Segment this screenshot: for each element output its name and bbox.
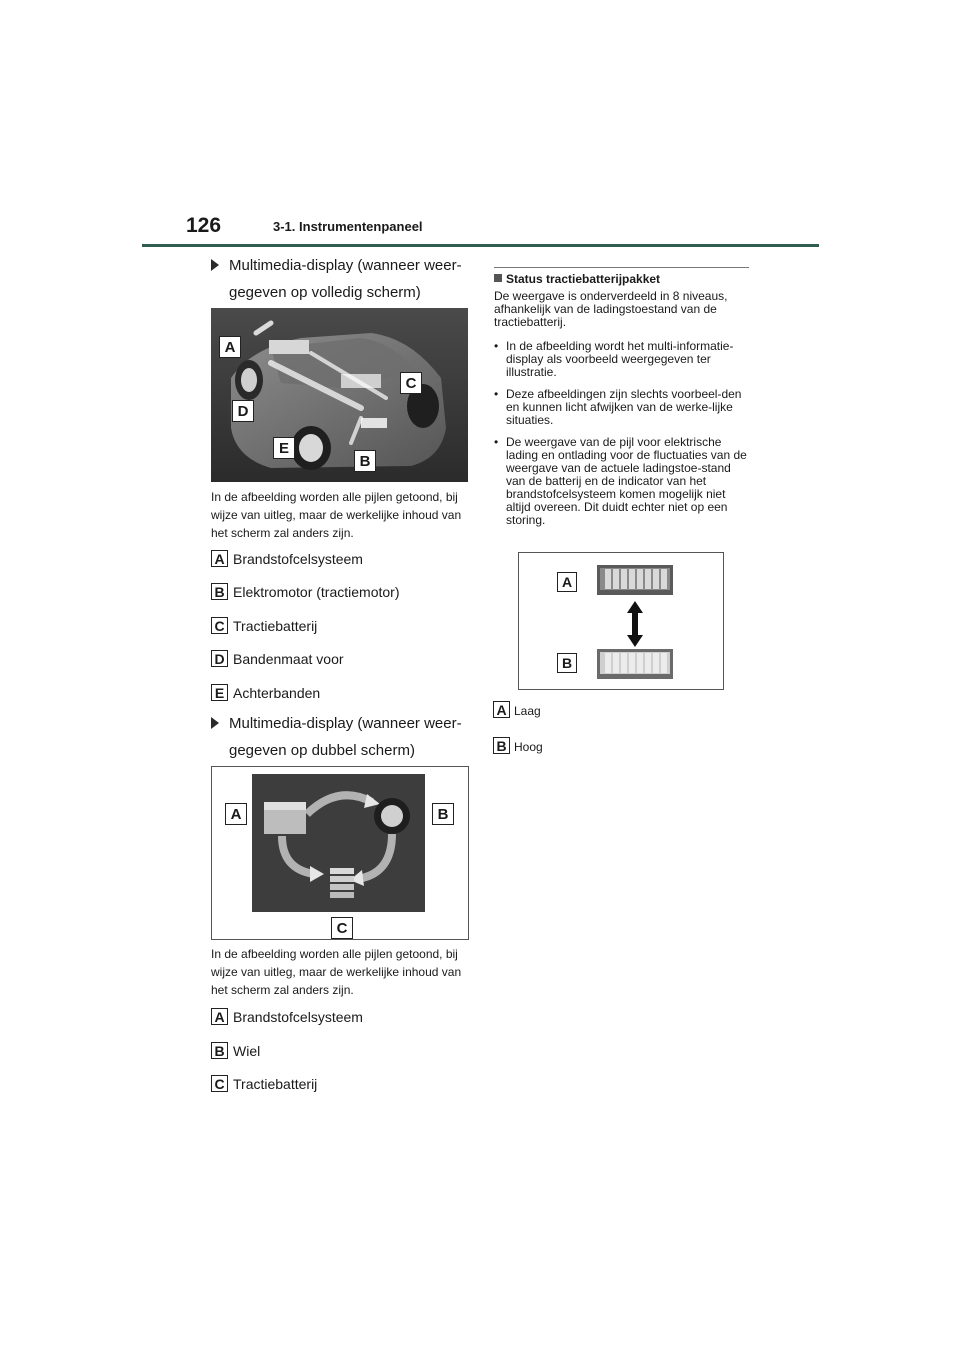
page-number: 126: [186, 214, 222, 237]
arrow-bullet-icon: [211, 717, 219, 729]
bullet-item: • De weergave van de pijl voor elektrische lading en ontlading voor de fluctuaties van de weergave van de actuele ladingstoe-stand van de batterij en de indicator van het brandstofcelsysteem komen mogelijk niet altijd overeen. Dit duidt echter niet op een storing.: [494, 435, 747, 527]
caption-2: In de afbeelding worden alle pijlen getoond, bij wijze van uitleg, maar de werkelijke inhoud van het scherm zal anders zijn.: [211, 947, 462, 997]
header-rule: [142, 244, 819, 247]
figure1-label-b: B: [354, 450, 376, 472]
status-heading: Status tractiebatterijpakket: [494, 267, 749, 288]
figure1-label-e: E: [273, 437, 295, 459]
energy-flow-illustration: [252, 774, 425, 912]
section-title: 3-1. Instrumentenpaneel: [273, 219, 423, 234]
bullet-item: • In de afbeelding wordt het multi-informatie-display als voorbeeld weergegeven ter illustratie.: [494, 339, 734, 379]
square-bullet-icon: [494, 274, 502, 282]
arrow-bullet-icon: [211, 259, 219, 271]
figure1-label-d: D: [232, 400, 254, 422]
car-cutaway-illustration: [211, 308, 468, 482]
energy-flow-figure: [211, 766, 469, 940]
bullet-item: • Deze afbeeldingen zijn slechts voorbeel-den en kunnen licht afwijken van de werke-lijke situaties.: [494, 387, 742, 427]
legend3-label-b: Hoog: [514, 740, 543, 754]
figure2-label-a: A: [225, 803, 247, 825]
status-intro: De weergave is onderverdeeld in 8 niveaus, afhankelijk van de ladingstoestand van de tractiebatterij.: [494, 289, 728, 329]
figure3-label-b: B: [557, 653, 577, 673]
figure3-label-a: A: [557, 572, 577, 592]
heading-full-screen: Multimedia-display (wanneer weer-gegeven op volledig scherm): [211, 252, 471, 306]
caption-1: In de afbeelding worden alle pijlen getoond, bij wijze van uitleg, maar de werkelijke inhoud van het scherm zal anders zijn.: [211, 490, 462, 540]
figure1-label-c: C: [400, 372, 422, 394]
legend3-key-a: A: [493, 701, 510, 718]
legend3-key-b: B: [493, 737, 510, 754]
energy-flow-screen: [252, 774, 425, 912]
status-bullet-list: [494, 340, 752, 536]
car-cutaway-figure: [211, 308, 468, 482]
battery-level-figure: [518, 552, 724, 690]
figure1-label-a: A: [219, 336, 241, 358]
heading-split-screen: Multimedia-display (wanneer weer-gegeven op dubbel scherm): [211, 710, 471, 764]
figure2-label-c: C: [331, 917, 353, 939]
battery-level-illustration: [597, 563, 677, 683]
figure2-label-b: B: [432, 803, 454, 825]
legend3-label-a: Laag: [514, 704, 541, 718]
